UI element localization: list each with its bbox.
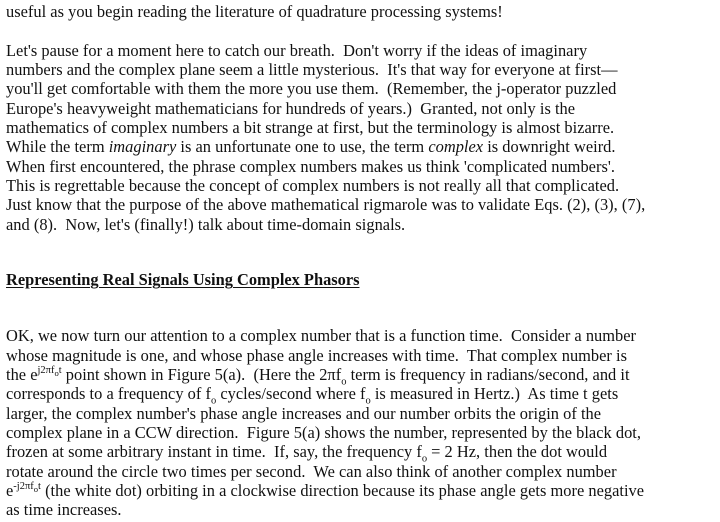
text-line: This is regrettable because the concept of complex numbers is not really all that complicated. [6, 176, 620, 196]
italic-term-imaginary: imaginary [108, 137, 177, 157]
subscript-o: o [421, 453, 428, 465]
text-line-with-math [6, 384, 712, 407]
text-run: is measured in Hertz.) As time t gets [370, 384, 619, 404]
text-line: whose magnitude is one, and whose phase angle increases with time. That complex number is [6, 345, 628, 365]
text-line: larger, the complex number's phase angle increases and our number orbits the origin of the [6, 403, 602, 423]
text-line-with-math [6, 481, 712, 500]
paragraph-spacer [6, 21, 712, 40]
text-run: point shown in Figure 5(a). (Here the 2πf [61, 364, 342, 384]
text-run: e [6, 480, 14, 500]
exponent-subscript-o: o [33, 484, 39, 495]
text-line-with-math [6, 364, 712, 388]
text-line-with-math [6, 442, 712, 465]
text-line: rotate around the circle two times per second. We can also think of another complex number [6, 461, 617, 481]
text-line: complex plane in a CCW direction. Figure 5(a) shows the number, represented by the black dot, [6, 422, 641, 442]
exponent-base: -j2πf [13, 481, 34, 493]
exponent-neg-j2pifot [13, 481, 41, 495]
exponent-t: t [58, 365, 62, 377]
text-run: (the white dot) orbiting in a clockwise direction because its phase angle gets more negative [40, 480, 645, 500]
exponent-t: t [38, 481, 41, 493]
text-run: corresponds to a frequency of f [6, 384, 211, 404]
heading-spacer [6, 309, 712, 326]
paragraph-spacer [6, 234, 712, 253]
exponent-base: j2πf [37, 365, 55, 377]
paragraph-continued [6, 2, 712, 21]
text-line: as time increases. [6, 500, 122, 520]
text-run: is downright weird. [483, 137, 616, 157]
text-line: When first encountered, the phrase complex numbers makes us think 'complicated numbers'. [6, 156, 615, 176]
text-line: numbers and the complex plane seem a little mysterious. It's that way for everyone at first— [6, 60, 618, 80]
paragraph-complex-phasors [6, 326, 712, 519]
section-heading: Representing Real Signals Using Complex Phasors [6, 270, 360, 290]
text-run: is an unfortunate one to use, the term [176, 137, 429, 157]
text-line: Europe's heavyweight mathematicians for hundreds of years.) Granted, not only is the [6, 98, 576, 118]
subscript-o: o [210, 395, 217, 407]
text-line: OK, we now turn our attention to a complex number that is a function time. Consider a number [6, 326, 637, 346]
subscript-o: o [365, 395, 371, 407]
exponent-subscript-o: o [54, 368, 59, 379]
text-line-with-italics [6, 137, 712, 156]
heading-spacer [6, 253, 712, 270]
document-text-body [6, 2, 712, 520]
text-line: Let's pause for a moment here to catch our breath. Don't worry if the ideas of imaginary [6, 40, 588, 60]
subscript-o: o [341, 376, 347, 388]
text-line: mathematics of complex numbers a bit strange at first, but the terminology is almost bizarre. [6, 118, 615, 138]
paragraph-spacer [6, 290, 712, 309]
text-run: term is frequency in radians/second, and it [346, 364, 630, 384]
text-line: and (8). Now, let's (finally!) talk about time-domain signals. [6, 214, 406, 234]
text-run: cycles/second where f [216, 384, 366, 404]
text-run: = 2 Hz, then the dot would [427, 442, 608, 462]
text-run: frozen at some arbitrary instant in time. If, say, the frequency f [6, 442, 422, 462]
text-line: useful as you begin reading the literature of quadrature processing systems! [6, 2, 503, 21]
text-line: Just know that the purpose of the above mathematical rigmarole was to validate Eqs. (2), (3), (7), [6, 195, 646, 215]
italic-term-complex: complex [428, 137, 484, 157]
paragraph-pause [6, 41, 712, 234]
text-line: you'll get comfortable with them the more you use them. (Remember, the j-operator puzzled [6, 79, 617, 99]
exponent-j2pifot [37, 365, 62, 379]
text-run: the e [6, 364, 38, 384]
text-run: While the term [6, 137, 109, 157]
